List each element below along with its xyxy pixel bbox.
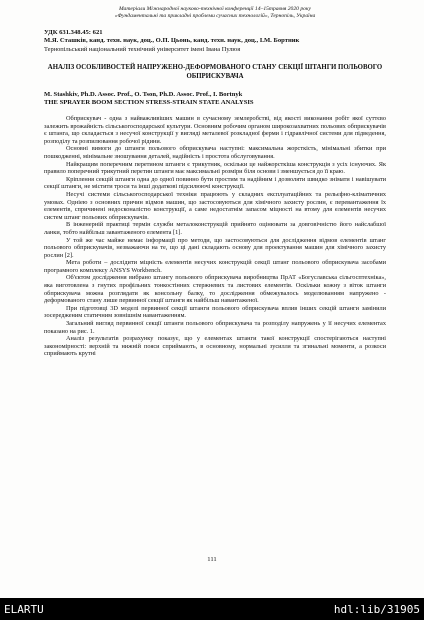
paragraph: Загальний вигляд первинної секції штанги польового обприскувача та розподілу напружень у її несучих елементах показано на рис. 1. xyxy=(44,320,386,335)
udk-code: УДК 631.348.45: 621 xyxy=(44,29,103,36)
paragraph: Мета роботи – дослідити міцність елементів несучих конструкцій секції штанг польового обприскувача засобами програмного комплексу ANSYS Workbench. xyxy=(44,259,386,274)
authors-english: M. Stashkiv, Ph.D. Assoc. Prof., O. Tson, Ph.D. Assoc. Prof., I. Bortnyk xyxy=(44,91,243,98)
paragraph: У той же час майже немає інформації про методи, що застосовуються для дослідження відмов елементів штанг польового обприскувачів, незважаючи на те, що ці дані складають основу для проектування машин для хімічного захисту рослин [2]. xyxy=(44,236,386,259)
paragraph: В інженерній практиці термін служби металоконструкцій прийнято оцінювати за довговічністю його найслабшої ланки, тобто найбільш завантаженого елемента [1]. xyxy=(44,221,386,236)
affiliation: Тернопільський національний технічний університет імені Івана Пулюя xyxy=(44,46,241,53)
paragraph: Кріплення секцій штанги одна до одної повинно бути простим та надійним і дозволяти швидко знімати і навішувати секції штанги, не містити троси та інші додаткові підсилюючі конструкції. xyxy=(44,175,386,191)
paper-title-english: THE SPRAYER BOOM SECTION STRESS-STRAIN STATE ANALYSIS xyxy=(44,99,254,106)
repository-footer-bar xyxy=(0,598,424,620)
repository-name: ELARTU xyxy=(4,602,44,616)
paragraph: Найкращим поперечним перетином штанги є трикутник, оскільки це найжорсткіша конструкція з усіх існуючих. Як правило поперечний трикутний перетин штанги має максимальні розміри біля основи і зменшується до її краю. xyxy=(44,160,386,176)
body-text xyxy=(44,115,386,358)
paragraph: Аналіз результатів розрахунку показує, що у елементах штанги такої конструкції спостерігаються наступні закономірності: верхній та нижній пояси сприймають, в основному, нормальні зусилля та згинальні моменти, а розкоси сприймають крутні xyxy=(44,335,386,358)
paragraph: При підготовці 3D моделі первинної секції штанги польового обприскувача вплив інших секцій штанги замінили зосередженим статичним зовнішнім навантаженням. xyxy=(44,304,386,320)
paragraph: Об'єктом дослідження вибрано штангу польового обприскувача виробництва ПрАТ «Богуславська сільгосптехніка», яка виготовлена з гнутих профільних тонкостінних стержневих та листових елементів. Оскільки кожну з віток штанги обприскувача можна розглядати як консольну балку, то дослідження обмежувалось моделюванням напружено - деформованого стану лише первинної секції штанги як найбільш навантаженої. xyxy=(44,274,386,305)
conference-header xyxy=(44,6,386,20)
paragraph: Основні вимоги до штанги польового обприскувача наступні: максимальна жорсткість, мінімальні збитки при пошкодженні, мінімальне зношування деталей, надійність і простота обслуговування. xyxy=(44,145,386,160)
paragraph: Обприскувач - одна з найважливіших машин в сучасному землеробстві, від якості виконання робіт якої суттєво залежить врожайність сільськогосподарської культури. Основним робочим органом широкозахватних польових обприскувачів є штанга, що складається з несучої конструкції у вигляді металевої розкладної ферми і гідравлічної системи для підведення, розподілу та розпилювання робочої рідини. xyxy=(44,115,386,145)
handle-identifier: hdl:lib/31905 xyxy=(333,602,420,616)
paper-title-ukrainian: АНАЛІЗ ОСОБЛИВОСТЕЙ НАПРУЖЕНО-ДЕФОРМОВАНОГО СТАНУ СЕКЦІЇ ШТАНГИ ПОЛЬОВОГО ОБПРИСКУВАЧА xyxy=(47,64,383,80)
page-number: 111 xyxy=(207,556,217,563)
conference-header-line-1: Матеріали Міжнародної науково-технічної конференції 14–15травня 2020 року xyxy=(118,6,312,12)
conference-header-line-2: «Фундаментальні та прикладні проблеми сучасних технологій», Тернопіль, Україна xyxy=(114,13,316,19)
paragraph: Несучі системи сільськогосподарської техніки працюють у складних експлуатаційних та рельєфно-кліматичних умовах. Одніею з основних причин відмов машин, що застосовуються для хімічного захисту рослин, є перевантаження їх елементів, спричинені недосконалістю конструкції, а саме недостатнім запасом міцності на втому для елементів несучих систем штанг польових обприскувачів. xyxy=(44,190,386,221)
authors-ukrainian: М.Я. Сташків, канд. техн. наук, доц., О.П. Цьонь, канд. техн. наук, доц., І.М. Бортник xyxy=(44,37,300,44)
